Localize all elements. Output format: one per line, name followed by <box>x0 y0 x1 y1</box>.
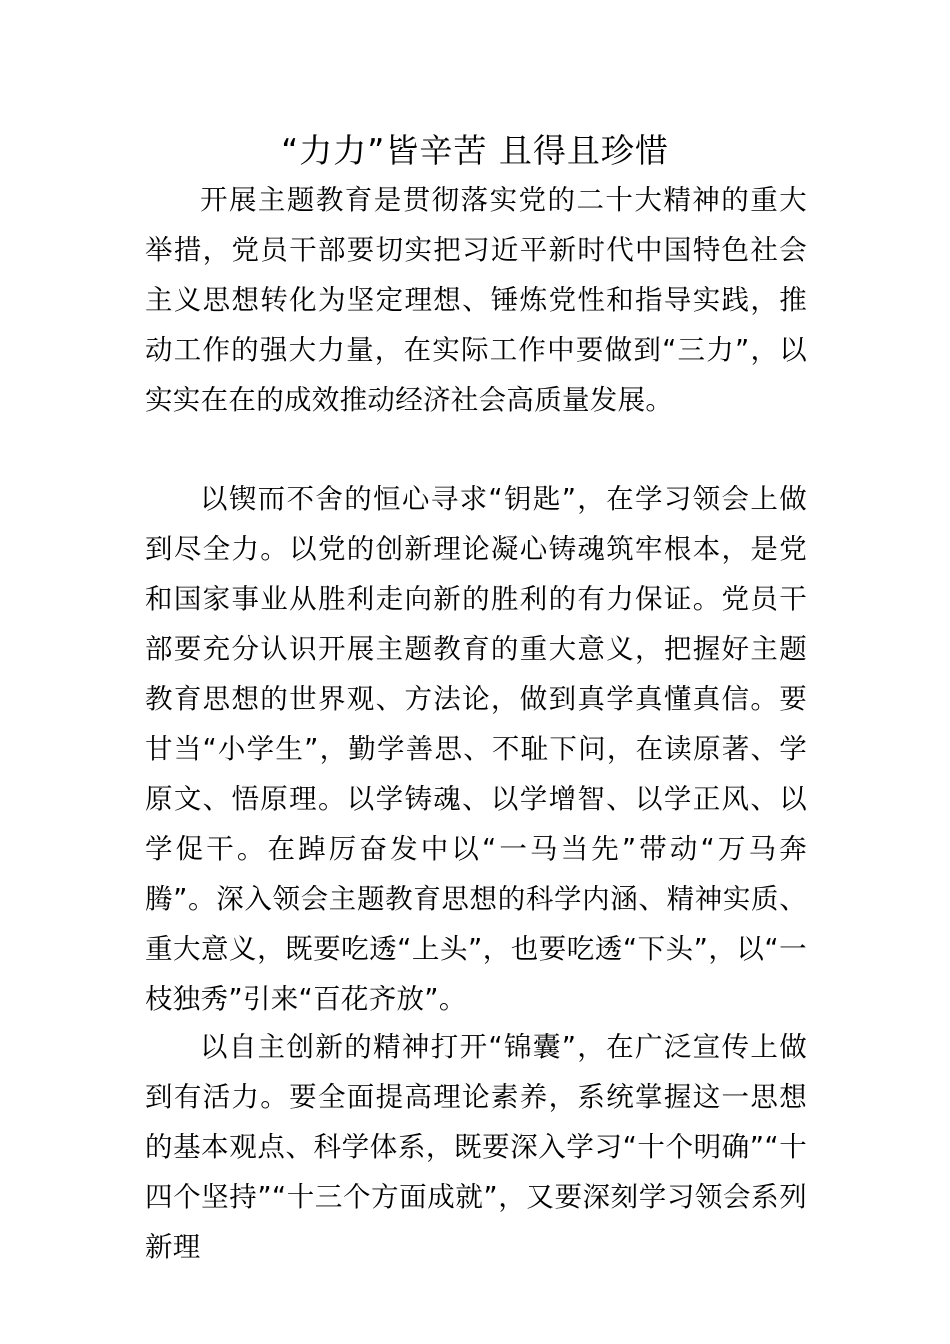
paragraph-3: 以自主创新的精神打开“锦囊”，在广泛宣传上做到有活力。要全面提高理论素养，系统掌握这一思想的基本观点、科学体系，既要深入学习“十个明确”“十四个坚持”“十三个方面成就”，又要深刻学习领会系列新理 <box>145 1031 807 1263</box>
paragraph-1: 开展主题教育是贯彻落实党的二十大精神的重大举措，党员干部要切实把习近平新时代中国特色社会主义思想转化为坚定理想、锤炼党性和指导实践，推动工作的强大力量，在实际工作中要做到“三力”，以实实在在的成效推动经济社会高质量发展。 <box>145 184 807 416</box>
paragraph-2: 以锲而不舍的恒心寻求“钥匙”，在学习领会上做到尽全力。以党的创新理论凝心铸魂筑牢根本，是党和国家事业从胜利走向新的胜利的有力保证。党员干部要充分认识开展主题教育的重大意义，把握好主题教育思想的世界观、方法论，做到真学真懂真信。要甘当“小学生”，勤学善思、不耻下问，在读原著、学原文、悟原理。以学铸魂、以学增智、以学正风、以学促干。在踔厉奋发中以“一马当先”带动“万马奔腾”。深入领会主题教育思想的科学内涵、精神实质、重大意义，既要吃透“上头”，也要吃透“下头”，以“一枝独秀”引来“百花齐放”。 <box>145 483 807 1015</box>
document-title: “力力”皆辛苦 且得且珍惜 <box>281 131 669 170</box>
